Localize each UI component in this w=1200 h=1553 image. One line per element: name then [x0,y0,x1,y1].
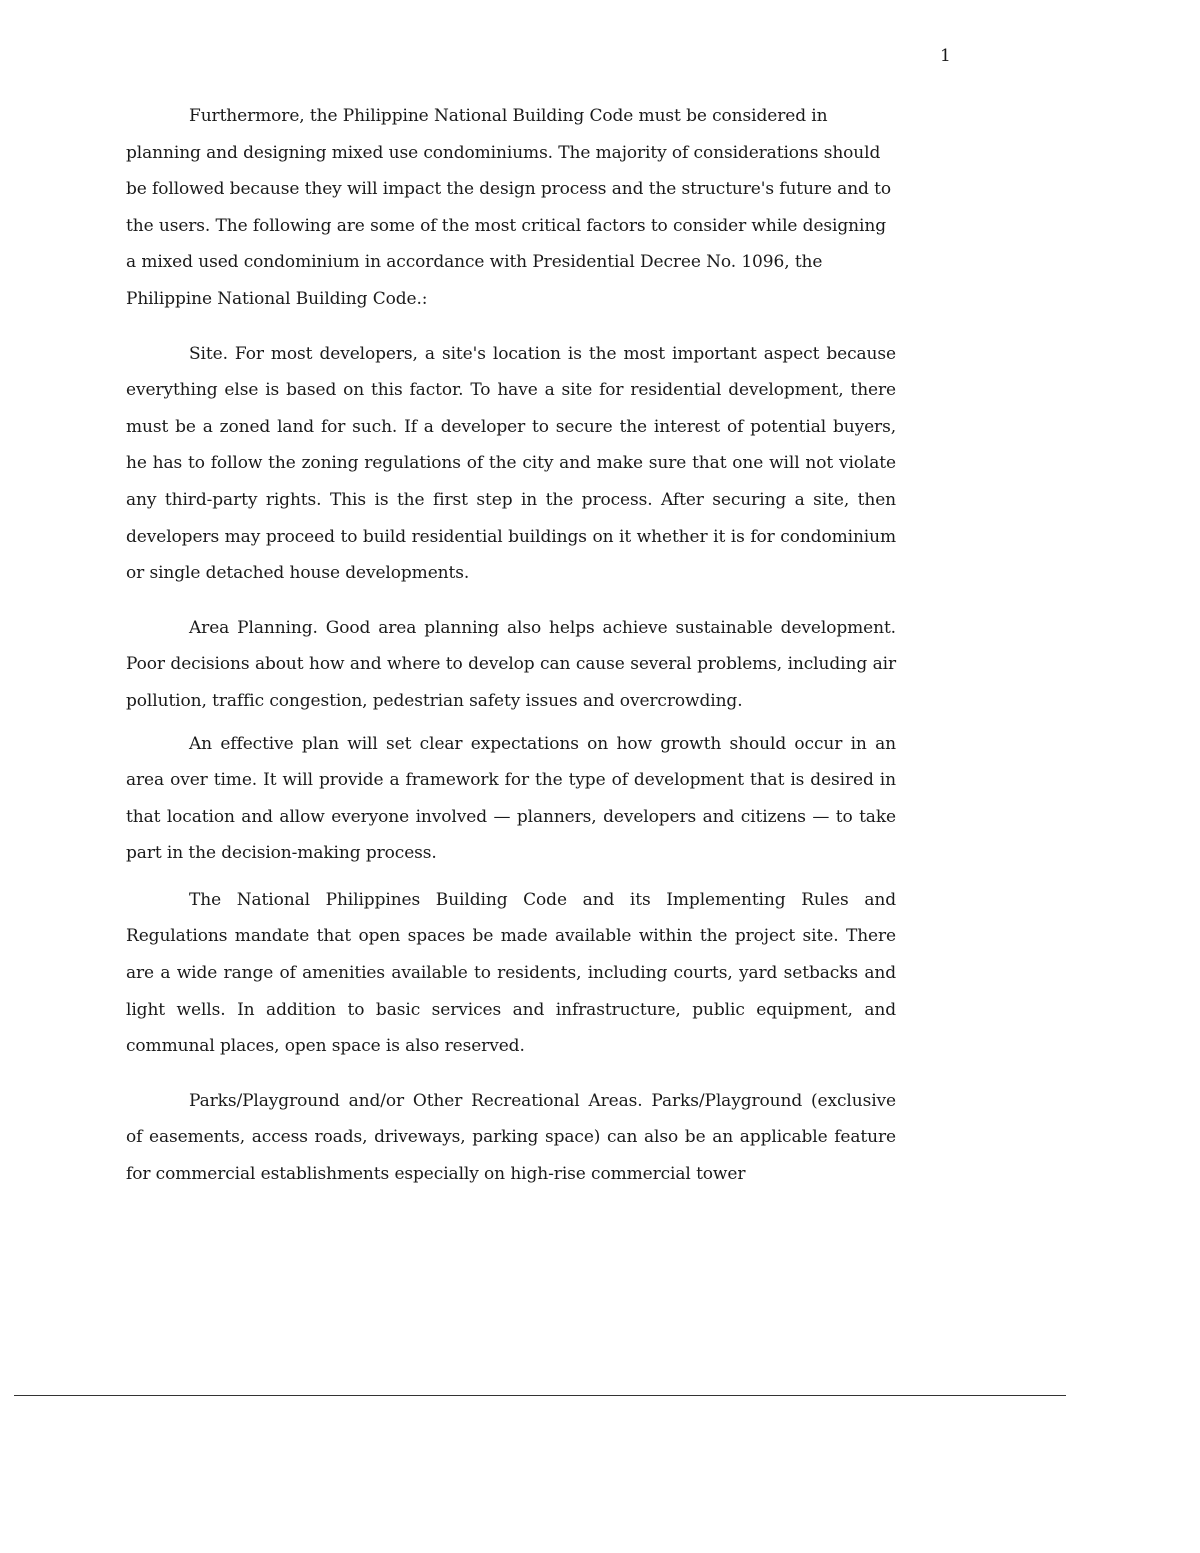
page-divider-line [14,1395,1066,1396]
paragraph-site: Site. For most developers, a site's location is the most important aspect because everything else is based on this factor. To have a site for residential development, there must be a zoned land for such. If a developer to secure the interest of potential buyers, he has to follow the zoning regulations of the city and make sure that one will not violate any third-party rights. This is the first step in the process. After securing a site, then developers may proceed to build residential buildings on it whether it is for condominium or single detached house developments. [126,343,896,584]
paragraph-parks-playground: Parks/Playground and/or Other Recreational Areas. Parks/Playground (exclusive of easements, access roads, driveways, parking space) can also be an applicable feature for commercial establishments especially on high-rise commercial tower [126,1090,896,1185]
page-number: 1 [940,46,951,66]
paragraph-building-code-intro: Furthermore, the Philippine National Building Code must be considered in planning and designing mixed use condominiums. The majority of considerations should be followed because they will impact the design process and the structure's future and to the users. The following are some of the most critical factors to consider while designing a mixed used condominium in accordance with Presidential Decree No. 1096, the Philippine National Building Code.: [126,106,892,309]
paragraph-open-spaces: The National Philippines Building Code and its Implementing Rules and Regulations mandate that open spaces be made available within the project site. There are a wide range of amenities available to residents, including courts, yard setbacks and light wells. In addition to basic services and infrastructure, public equipment, and communal places, open space is also reserved. [126,889,896,1057]
paragraph-area-planning: Area Planning. Good area planning also helps achieve sustainable development. Poor decisions about how and where to develop can cause several problems, including air pollution, traffic congestion, pedestrian safety issues and overcrowding. [126,617,896,711]
paragraph-effective-plan: An effective plan will set clear expectations on how growth should occur in an area over time. It will provide a framework for the type of development that is desired in that location and allow everyone involved — planners, developers and citizens — to take part in the decision-making process. [126,733,896,864]
document-body [126,98,896,1193]
